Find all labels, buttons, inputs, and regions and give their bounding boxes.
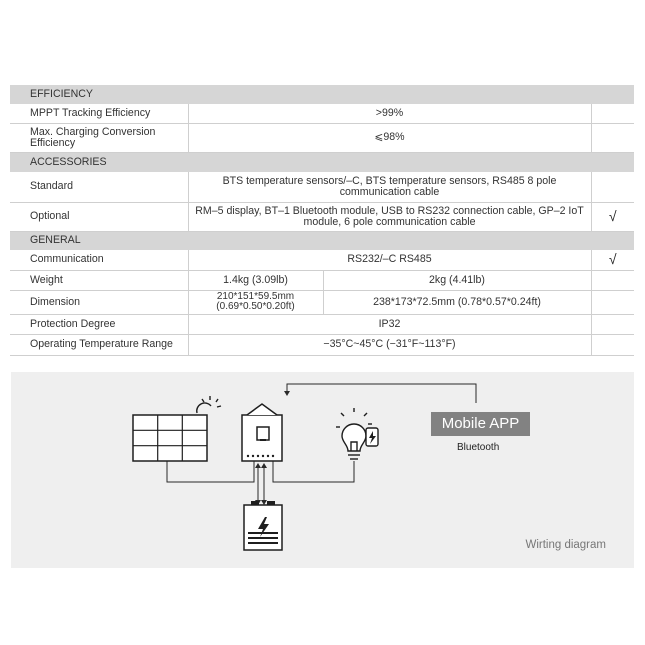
light-bulb-icon [336, 408, 378, 459]
check-mark: √ [591, 250, 634, 270]
charge-controller-icon [242, 404, 282, 461]
row-value: RM–5 display, BT–1 Bluetooth module, USB to RS232 connection cable, GP–2 IoT module, 6 pole communication cable [188, 202, 591, 231]
row-value-b: 2kg (4.41lb) [323, 270, 591, 290]
check-cell [591, 172, 634, 202]
check-cell [591, 290, 634, 314]
row-standard [10, 172, 634, 202]
row-label: Dimension [10, 290, 188, 314]
row-label: Standard [10, 172, 188, 202]
row-weight [10, 270, 634, 290]
panel-wire [167, 461, 254, 482]
mobile-app-label: Mobile APP [431, 412, 530, 436]
row-label: Max. Charging Conversion Efficiency [10, 123, 188, 152]
check-cell [591, 123, 634, 152]
spec-table [10, 85, 634, 356]
row-mppt [10, 104, 634, 123]
row-temperature [10, 334, 634, 355]
section-general [10, 231, 634, 250]
section-title: GENERAL [10, 231, 634, 250]
row-dimension [10, 290, 634, 314]
row-value-a: 1.4kg (3.09lb) [188, 270, 323, 290]
wiring-diagram [11, 372, 634, 568]
sun-icon [197, 396, 221, 413]
row-label: Optional [10, 202, 188, 231]
row-optional [10, 202, 634, 231]
row-value-b: 238*173*72.5mm (0.78*0.57*0.24ft) [323, 290, 591, 314]
row-value: ⩽98% [188, 123, 591, 152]
row-value-a: 210*151*59.5mm (0.69*0.50*0.20ft) [188, 290, 323, 314]
row-value: −35°C~45°C (−31°F~113°F) [188, 334, 591, 355]
load-wire [273, 461, 354, 482]
check-cell [591, 314, 634, 334]
row-label: Weight [10, 270, 188, 290]
section-accessories [10, 152, 634, 172]
check-cell [591, 334, 634, 355]
section-title: ACCESSORIES [10, 152, 634, 172]
row-value: RS232/–C RS485 [188, 250, 591, 270]
bluetooth-line [287, 384, 476, 403]
check-cell [591, 104, 634, 123]
row-protection [10, 314, 634, 334]
battery-icon [244, 501, 282, 550]
solar-panel-icon [133, 415, 207, 461]
row-value: IP32 [188, 314, 591, 334]
check-cell [591, 270, 634, 290]
row-label: MPPT Tracking Efficiency [10, 104, 188, 123]
section-title: EFFICIENCY [10, 85, 634, 104]
row-communication [10, 250, 634, 270]
row-max-charge [10, 123, 634, 152]
row-value: >99% [188, 104, 591, 123]
row-label: Operating Temperature Range [10, 334, 188, 355]
section-efficiency [10, 85, 634, 104]
row-value: BTS temperature sensors/–C, BTS temperature sensors, RS485 8 pole communication cable [188, 172, 591, 202]
row-label: Protection Degree [10, 314, 188, 334]
diagram-caption: Wirting diagram [525, 539, 606, 551]
bluetooth-label: Bluetooth [457, 442, 500, 453]
check-mark: √ [591, 202, 634, 231]
row-label: Communication [10, 250, 188, 270]
